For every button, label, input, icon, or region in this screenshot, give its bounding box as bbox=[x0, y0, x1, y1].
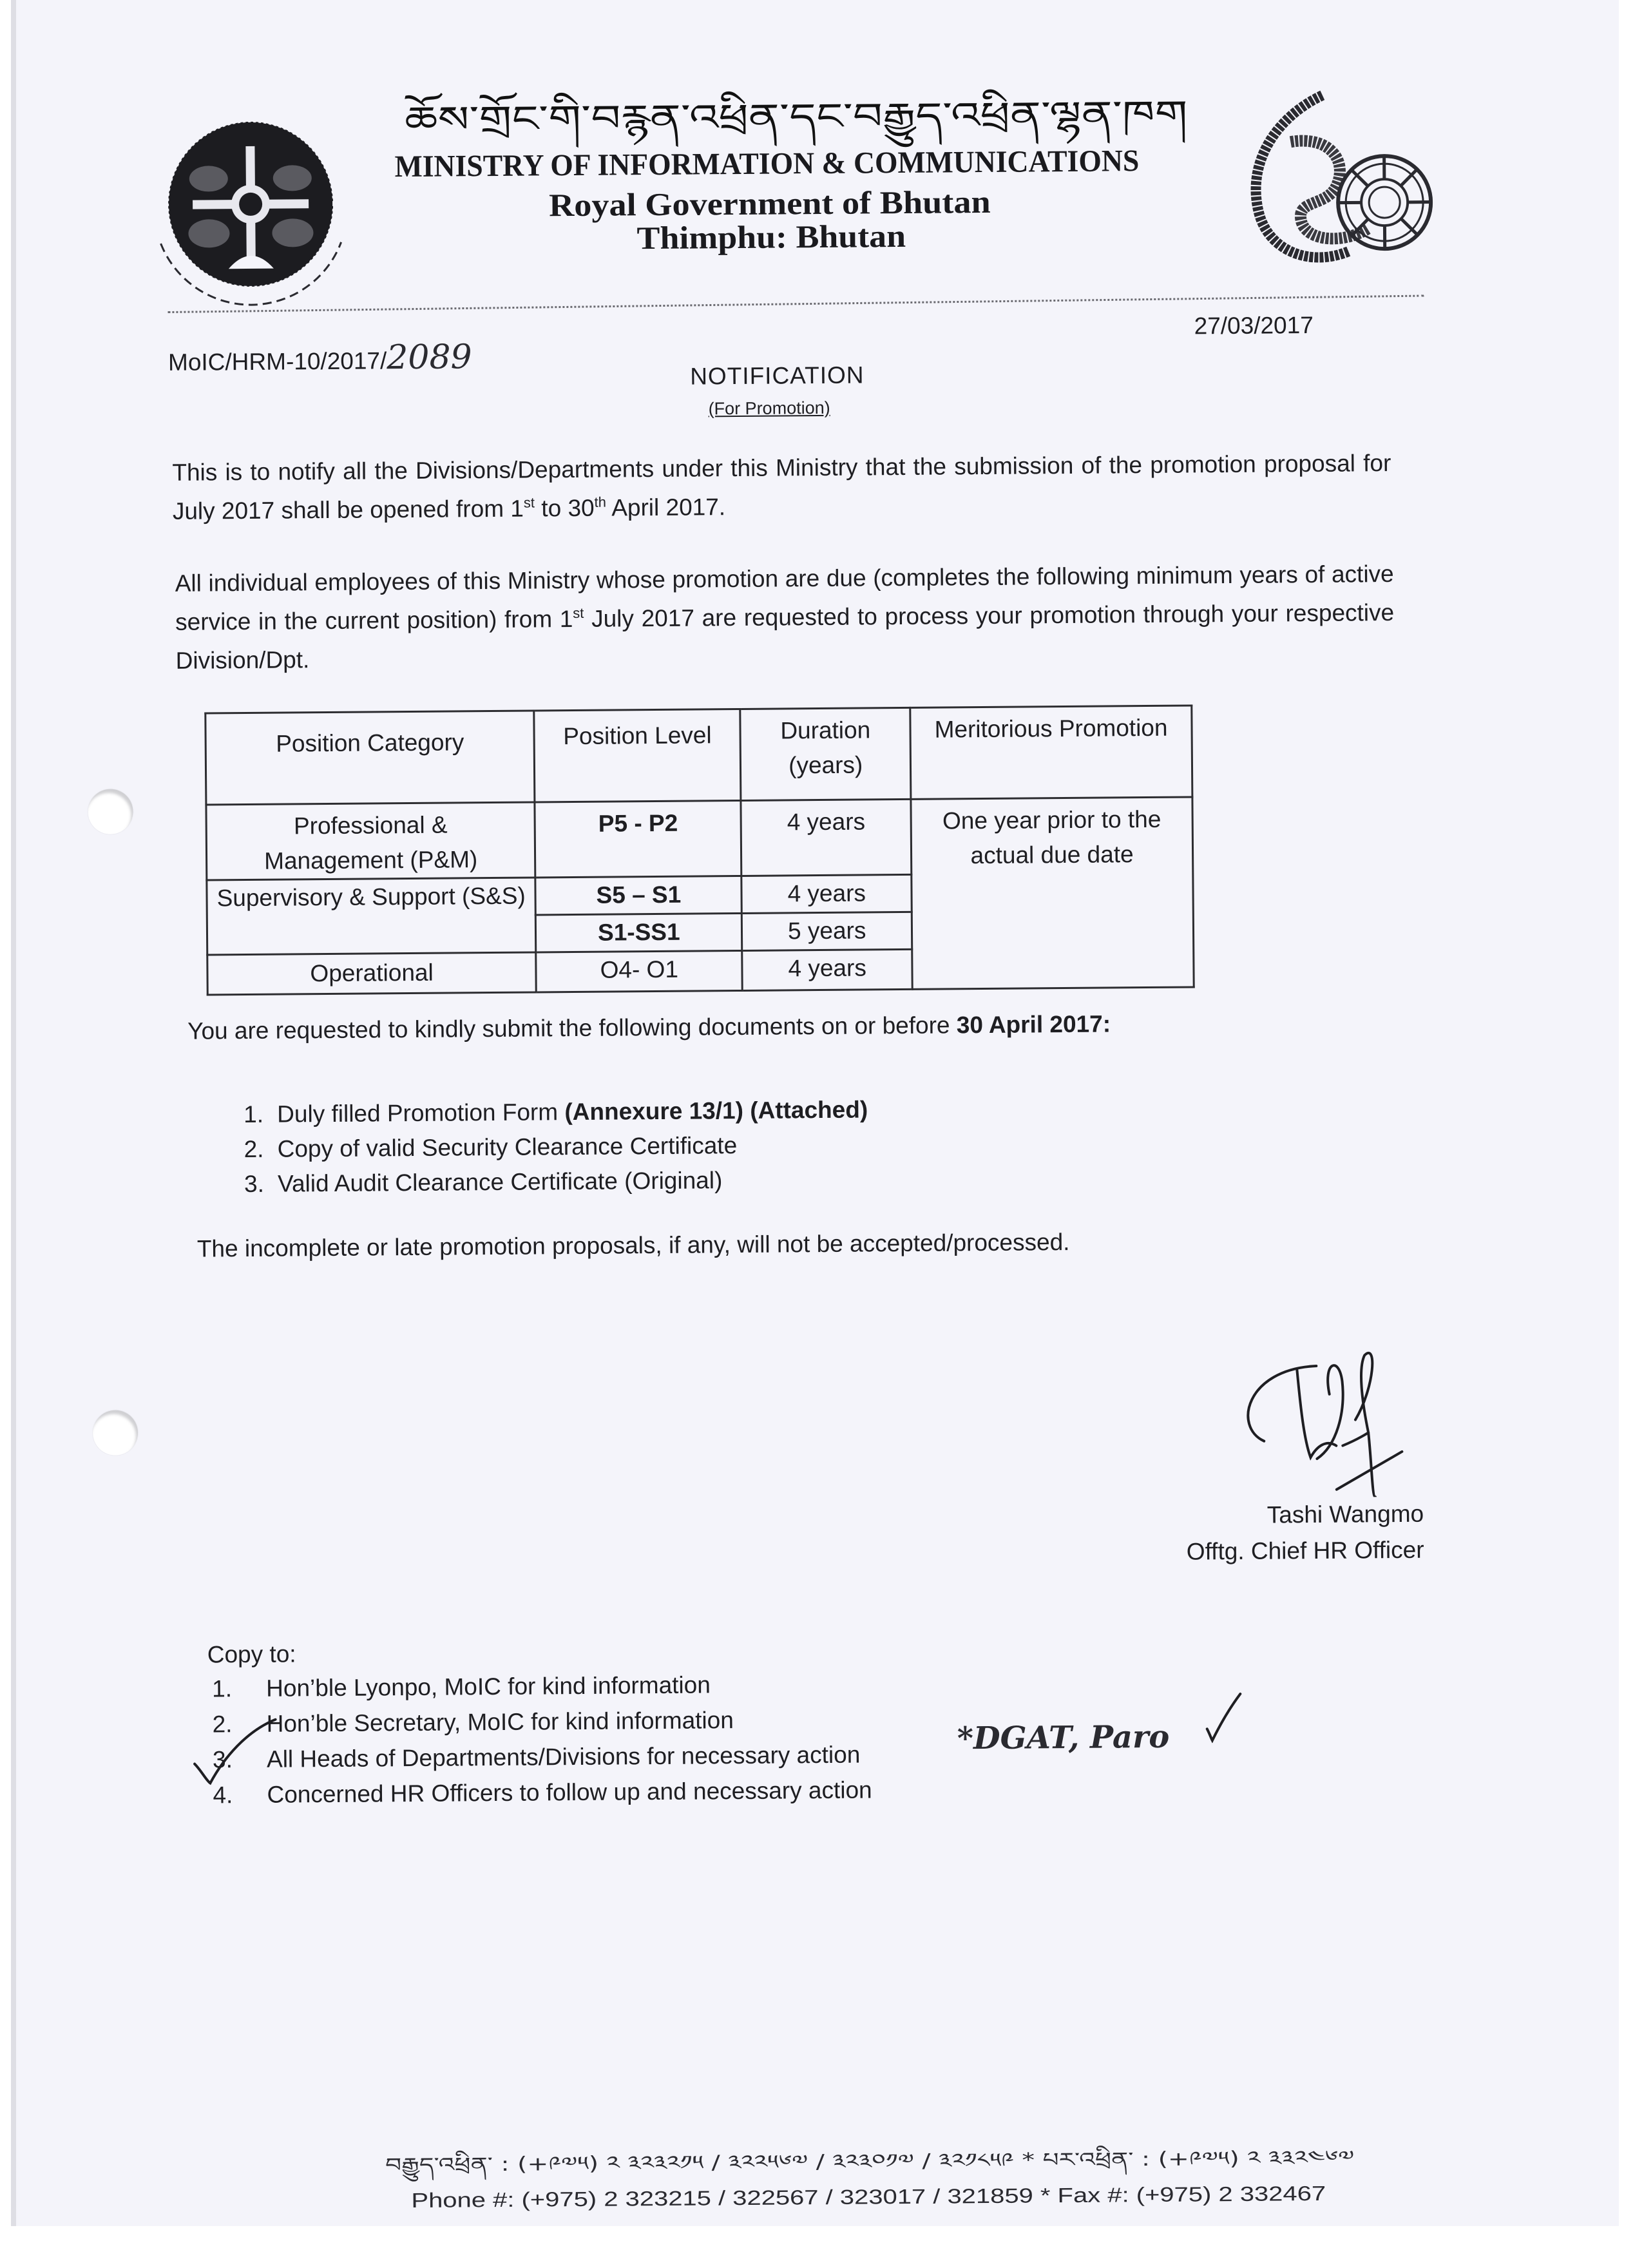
list-item: 4. Concerned HR Officers to follow up and necessary action bbox=[213, 1776, 872, 1809]
notification-title: NOTIFICATION bbox=[690, 361, 865, 390]
footer-english-contacts: Phone #: (+975) 2 323215 / 322567 / 323017 / 321859 * Fax #: (+975) 2 332467 bbox=[411, 2181, 1326, 2213]
cell-category: Operational bbox=[207, 952, 537, 995]
cell-level: S5 – S1 bbox=[535, 876, 742, 915]
location: Thimphu: Bhutan bbox=[636, 217, 906, 256]
reference-number bbox=[168, 338, 472, 379]
signature-icon bbox=[1239, 1342, 1433, 1498]
cell-meritorious: One year prior to the actual due date bbox=[911, 797, 1194, 989]
ministry-logo-icon bbox=[1219, 90, 1433, 285]
checkmark-icon bbox=[192, 1718, 283, 1790]
national-emblem-icon bbox=[147, 107, 355, 315]
list-item: 1. Duly filled Promotion Form (Annexure 13/1) (Attached) bbox=[244, 1096, 868, 1128]
punch-hole bbox=[88, 789, 133, 834]
punch-hole bbox=[93, 1410, 139, 1456]
cell-duration: 4 years bbox=[741, 799, 911, 876]
late-submission-note: The incomplete or late promotion proposals, if any, will not be accepted/processed. bbox=[196, 1228, 1070, 1262]
header-position-category: Position Category bbox=[206, 711, 535, 805]
ministry-name: MINISTRY OF INFORMATION & COMMUNICATIONS bbox=[394, 144, 1140, 184]
list-item: 2. Copy of valid Security Clearance Certificate bbox=[244, 1132, 738, 1163]
signatory-name: Tashi Wangmo bbox=[1266, 1500, 1424, 1528]
checkmark-icon bbox=[1204, 1691, 1243, 1743]
letterhead-divider bbox=[167, 295, 1424, 314]
signatory-title: Offtg. Chief HR Officer bbox=[1186, 1536, 1424, 1565]
reference-number-handwritten: 2089 bbox=[387, 338, 472, 378]
handwritten-note: *DGAT, Paro bbox=[957, 1718, 1170, 1757]
documents-intro: You are requested to kindly submit the following documents on or before 30 April 2017: bbox=[187, 1010, 1111, 1044]
copy-to-label: Copy to: bbox=[207, 1640, 296, 1668]
paragraph-submission-window: This is to notify all the Divisions/Departments under this Ministry that the submission of the promotion proposal for July 2017 shall be opened from 1st to 30th April 2017. bbox=[172, 450, 1391, 524]
cell-category: Supervisory & Support (S&S) bbox=[207, 878, 536, 955]
government-name: Royal Government of Bhutan bbox=[548, 183, 991, 224]
documents-list bbox=[244, 1092, 868, 1202]
cell-level: S1-SS1 bbox=[536, 913, 743, 952]
cell-duration: 4 years bbox=[741, 874, 912, 913]
footer-dzongkha-contacts: བརྒྱུད་འཕྲིན་ : (+༩༧༥) ༢ ༣༢༣༢༡༥ / ༣༢༢༥༦༧ / ༣༢༣༠༡༧ / ༣༢༡༨༥༩ * པར་འཕྲིན་ : (+༩༧༥) ༢ ༣༣༢༤༦༧ bbox=[385, 2146, 1355, 2177]
cell-level: O4- O1 bbox=[536, 950, 743, 992]
header-duration: Duration (years) bbox=[740, 707, 911, 800]
cell-category: Professional & Management (P&M) bbox=[206, 802, 535, 880]
cell-duration: 4 years bbox=[742, 949, 912, 990]
cell-level: P5 - P2 bbox=[535, 800, 741, 878]
paragraph-eligibility: All individual employees of this Ministry whose promotion are due (completes the following minimum years of active service in the current position) from 1st July 2017 are requested to process your promotion through your respective Division/Dpt. bbox=[175, 561, 1395, 674]
dzongkha-title: ཆོས་གྲོང་གི་བརྙན་འཕྲིན་དང་བརྒྱུད་འཕྲིན་ལྷན་ཁག bbox=[404, 93, 1188, 142]
header-position-level: Position Level bbox=[534, 709, 741, 802]
notification-subtitle: (For Promotion) bbox=[708, 398, 830, 419]
list-item: 1. Hon’ble Lyonpo, MoIC for kind information bbox=[212, 1671, 711, 1702]
document-date: 27/03/2017 bbox=[1194, 311, 1314, 340]
list-item: 3. Valid Audit Clearance Certificate (Original) bbox=[244, 1167, 723, 1198]
list-item: 3. All Heads of Departments/Divisions for necessary action bbox=[212, 1741, 861, 1773]
table-header-row bbox=[206, 706, 1192, 805]
list-item: 2. Hon’ble Secretary, MoIC for kind information bbox=[212, 1707, 734, 1738]
reference-number-printed: MoIC/HRM-10/2017/ bbox=[167, 347, 387, 376]
header-meritorious-promotion: Meritorious Promotion bbox=[910, 706, 1192, 799]
copy-to-list bbox=[212, 1666, 872, 1812]
promotion-criteria-table bbox=[204, 704, 1194, 995]
cell-duration: 5 years bbox=[742, 912, 912, 950]
table-row bbox=[206, 797, 1193, 880]
